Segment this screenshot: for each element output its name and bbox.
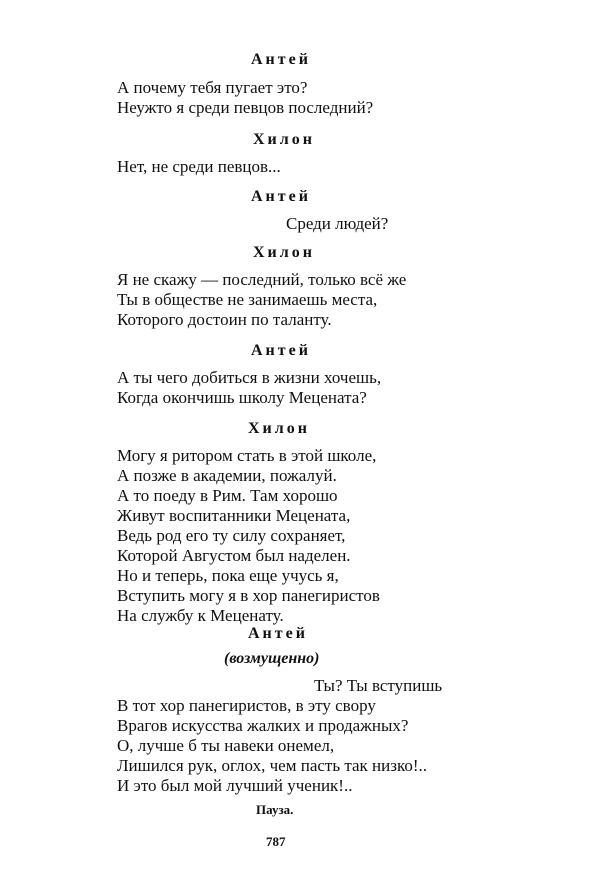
page-number: 787	[266, 834, 286, 849]
speaker-name: Хилон	[253, 244, 315, 261]
verse-line: Вступить могу я в хор панегиристов	[117, 586, 380, 605]
verse-line: А позже в академии, пожалуй.	[117, 466, 337, 485]
verse-line: В тот хор панегиристов, в эту свору	[117, 696, 376, 715]
speaker-name: Хилон	[248, 420, 310, 437]
verse-line: Я не скажу — последний, только всё же	[117, 270, 407, 289]
verse-line: И это был мой лучший ученик!..	[117, 776, 353, 795]
verse-line: Ты в обществе не занимаешь места,	[117, 290, 378, 309]
verse-line: Но и теперь, пока еще учусь я,	[117, 566, 339, 585]
verse-line: Лишился рук, оглох, чем пасть так низко!..	[117, 756, 428, 775]
stage-direction: (возмущенно)	[224, 650, 320, 667]
verse-line: Нет, не среди певцов...	[117, 157, 281, 176]
verse-line: А то поеду в Рим. Там хорошо	[117, 486, 338, 505]
verse-line: А ты чего добиться в жизни хочешь,	[117, 368, 382, 387]
verse-line: Ты? Ты вступишь	[314, 676, 443, 695]
verse-line: Могу я ритором стать в этой школе,	[117, 446, 377, 465]
verse-line: На службу к Меценату.	[117, 606, 284, 625]
verse-line: О, лучше б ты навеки онемел,	[117, 736, 335, 755]
verse-line: Ведь род его ту силу сохраняет,	[117, 526, 346, 545]
speaker-name: Антей	[251, 342, 311, 359]
speaker-name: Антей	[248, 625, 308, 642]
speaker-name: Хилон	[253, 131, 315, 148]
verse-line: Среди людей?	[286, 214, 389, 233]
verse-line: Когда окончишь школу Мецената?	[117, 388, 367, 407]
verse-line: Живут воспитанники Мецената,	[117, 506, 351, 525]
stage-pause: Пауза.	[256, 802, 294, 817]
verse-line: Неужто я среди певцов последний?	[117, 98, 374, 117]
verse-line: А почему тебя пугает это?	[117, 78, 308, 97]
verse-line: Врагов искусства жалких и продажных?	[117, 716, 409, 735]
verse-line: Которого достоин по таланту.	[117, 310, 332, 329]
verse-line: Которой Августом был наделен.	[117, 546, 351, 565]
speaker-name: Антей	[251, 51, 311, 68]
speaker-name: Антей	[251, 188, 311, 205]
